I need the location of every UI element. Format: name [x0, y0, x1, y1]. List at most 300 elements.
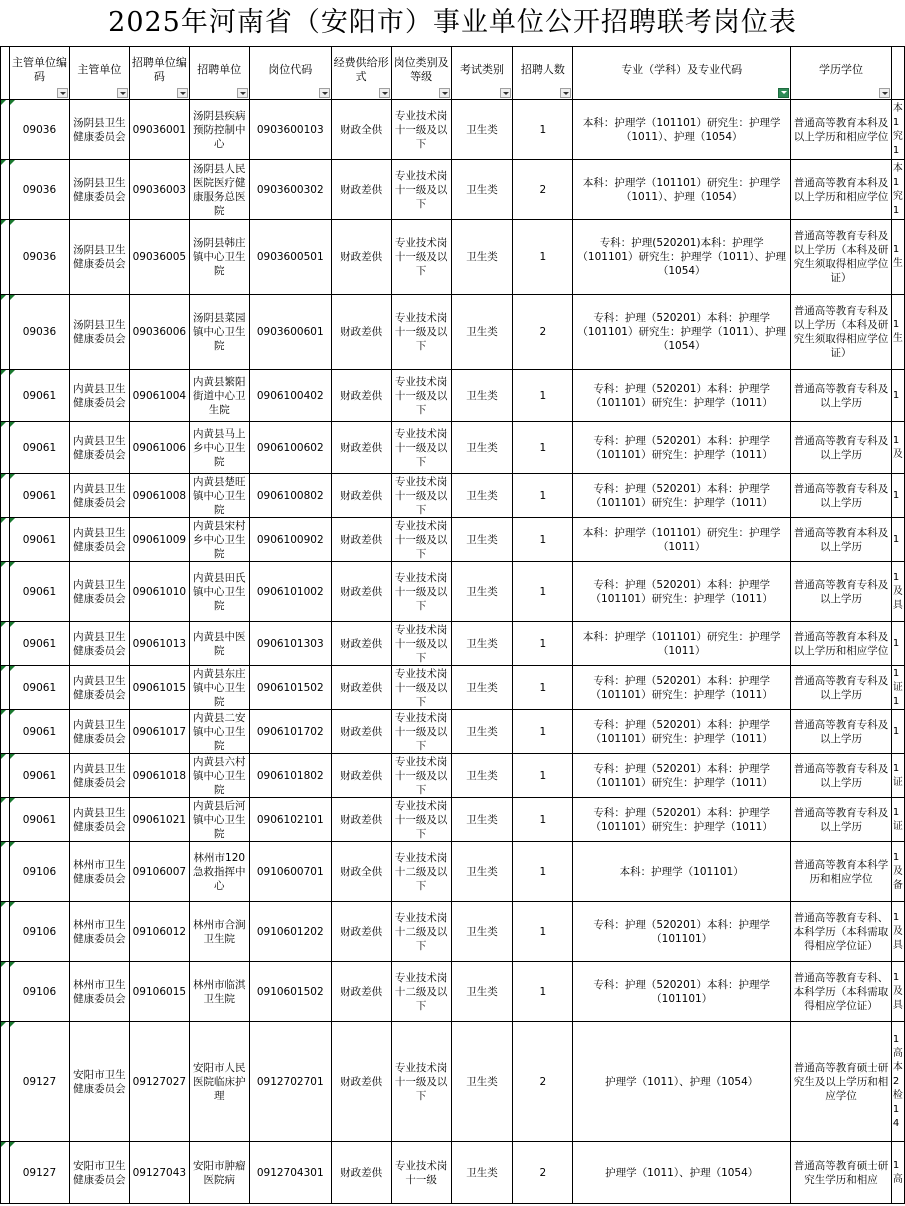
cell-dept-code[interactable]: 09061 [9, 798, 69, 842]
cell-funding[interactable]: 财政差供 [331, 295, 391, 370]
cell-post-code[interactable]: 0903600501 [249, 220, 331, 295]
column-header-label [2, 70, 8, 76]
cell-major[interactable]: 专科：护理（520201）本科：护理学（101101） [573, 902, 791, 962]
cell-post-code[interactable]: 0910600701 [249, 842, 331, 902]
cell-post-type[interactable]: 专业技术岗十一级及以下 [391, 562, 451, 622]
cell-unit[interactable]: 内黄县马上乡中心卫生院 [189, 422, 249, 474]
cell-major[interactable]: 专科：护理（520201）本科：护理学（101101）研究生：护理学（1011）、护理（1054） [573, 295, 791, 370]
cell-edu[interactable]: 普通高等教育硕士研究生学历和相应 [791, 1142, 892, 1204]
cell-post-code[interactable]: 0912704301 [249, 1142, 331, 1204]
cell-post-type[interactable]: 专业技术岗十一级及以下 [391, 295, 451, 370]
cell-exam[interactable]: 卫生类 [451, 710, 513, 754]
column-header-label: 招聘人数 [520, 63, 565, 76]
cell-edge-left[interactable] [1, 220, 10, 295]
cell-count[interactable]: 1 [513, 902, 573, 962]
cell-unit-code[interactable]: 09061015 [129, 666, 189, 710]
cell-unit[interactable]: 林州市合涧卫生院 [189, 902, 249, 962]
cell-funding[interactable]: 财政差供 [331, 754, 391, 798]
cell-unit[interactable]: 林州市120急救指挥中心 [189, 842, 249, 902]
column-header-label: 考试类别 [459, 63, 504, 76]
cell-unit-code[interactable]: 09061013 [129, 622, 189, 666]
cell-exam[interactable]: 卫生类 [451, 160, 513, 220]
cell-dept[interactable]: 内黄县卫生健康委员会 [69, 474, 129, 518]
cell-major[interactable]: 护理学（1011）、护理（1054） [573, 1022, 791, 1142]
post-table-container [0, 46, 905, 1204]
cell-post-type[interactable]: 专业技术岗十一级及以下 [391, 666, 451, 710]
table-row [1, 295, 905, 370]
cell-exam[interactable]: 卫生类 [451, 518, 513, 562]
cell-edge-right[interactable]: 1 证 [891, 754, 904, 798]
cell-unit-code[interactable]: 09061010 [129, 562, 189, 622]
cell-edge-right[interactable]: 本 1 究 1 [891, 100, 904, 160]
cell-major[interactable]: 专科：护理（520201）本科：护理学（101101）研究生：护理学（1011） [573, 798, 791, 842]
cell-count[interactable]: 1 [513, 798, 573, 842]
cell-unit[interactable]: 汤阴县菜园镇中心卫生院 [189, 295, 249, 370]
cell-unit[interactable]: 汤阴县人民医院医疗健康服务总医院 [189, 160, 249, 220]
cell-major[interactable]: 本科：护理学（101101）研究生：护理学（1011）、护理（1054） [573, 160, 791, 220]
cell-edge-left[interactable] [1, 798, 10, 842]
cell-edu[interactable]: 普通高等教育本科及以上学历和相应学位 [791, 160, 892, 220]
column-header-count [513, 47, 573, 100]
cell-unit-code[interactable]: 09061004 [129, 370, 189, 422]
cell-dept[interactable]: 内黄县卫生健康委员会 [69, 798, 129, 842]
cell-dept-code[interactable]: 09061 [9, 370, 69, 422]
cell-funding[interactable]: 财政差供 [331, 666, 391, 710]
cell-funding[interactable]: 财政差供 [331, 422, 391, 474]
cell-post-type[interactable]: 专业技术岗十一级及以下 [391, 100, 451, 160]
cell-dept-code[interactable]: 09061 [9, 754, 69, 798]
cell-funding[interactable]: 财政差供 [331, 370, 391, 422]
table-body [1, 100, 905, 1204]
cell-dept[interactable]: 内黄县卫生健康委员会 [69, 422, 129, 474]
cell-funding[interactable]: 财政差供 [331, 160, 391, 220]
filter-active-icon[interactable] [778, 88, 789, 98]
cell-edge-left[interactable] [1, 1142, 10, 1204]
cell-unit-code[interactable]: 09061017 [129, 710, 189, 754]
cell-unit[interactable]: 内黄县后河镇中心卫生院 [189, 798, 249, 842]
cell-unit-code[interactable]: 09061008 [129, 474, 189, 518]
cell-edge-right[interactable]: 1 生 [891, 295, 904, 370]
cell-count[interactable]: 1 [513, 962, 573, 1022]
cell-edge-left[interactable] [1, 422, 10, 474]
cell-exam[interactable]: 卫生类 [451, 1142, 513, 1204]
column-header-label: 主管单位 [77, 63, 122, 76]
cell-funding[interactable]: 财政全供 [331, 842, 391, 902]
cell-funding[interactable]: 财政差供 [331, 562, 391, 622]
cell-major[interactable]: 专科：护理(520201)本科：护理学（101101）研究生：护理学（1011）、护理（1054） [573, 220, 791, 295]
cell-post-type[interactable]: 专业技术岗十一级 [391, 1142, 451, 1204]
cell-dept-code[interactable]: 09106 [9, 962, 69, 1022]
cell-edge-right[interactable]: 1 高 本 2 检 1 4 [891, 1022, 904, 1142]
cell-dept-code[interactable]: 09106 [9, 902, 69, 962]
cell-post-type[interactable]: 专业技术岗十一级及以下 [391, 1022, 451, 1142]
cell-exam[interactable]: 卫生类 [451, 902, 513, 962]
table-row [1, 422, 905, 474]
cell-post-type[interactable]: 专业技术岗十一级及以下 [391, 220, 451, 295]
column-header-label: 招聘单位 [197, 63, 242, 76]
cell-unit-code[interactable]: 09036006 [129, 295, 189, 370]
cell-edu[interactable]: 普通高等教育专科及以上学历 [791, 798, 892, 842]
cell-post-type[interactable]: 专业技术岗十二级及以下 [391, 962, 451, 1022]
cell-unit[interactable]: 内黄县田氏镇中心卫生院 [189, 562, 249, 622]
cell-funding[interactable]: 财政差供 [331, 1022, 391, 1142]
cell-dept[interactable]: 内黄县卫生健康委员会 [69, 562, 129, 622]
cell-unit-code[interactable]: 09036003 [129, 160, 189, 220]
cell-unit-code[interactable]: 09061006 [129, 422, 189, 474]
cell-edge-left[interactable] [1, 754, 10, 798]
cell-funding[interactable]: 财政差供 [331, 220, 391, 295]
post-table [0, 46, 905, 1204]
cell-exam[interactable]: 卫生类 [451, 1022, 513, 1142]
column-header-exam [451, 47, 513, 100]
cell-dept-code[interactable]: 09061 [9, 474, 69, 518]
cell-post-type[interactable]: 专业技术岗十一级及以下 [391, 474, 451, 518]
filter-dropdown-icon[interactable] [500, 88, 511, 98]
cell-edge-left[interactable] [1, 902, 10, 962]
cell-unit-code[interactable]: 09061021 [129, 798, 189, 842]
cell-major[interactable]: 本科：护理学（101101）研究生：护理学（1011） [573, 622, 791, 666]
cell-post-code[interactable]: 0910601502 [249, 962, 331, 1022]
cell-post-type[interactable]: 专业技术岗十一级及以下 [391, 370, 451, 422]
filter-dropdown-icon[interactable] [57, 88, 68, 98]
cell-unit-code[interactable]: 09127043 [129, 1142, 189, 1204]
cell-count[interactable]: 1 [513, 562, 573, 622]
table-row [1, 710, 905, 754]
cell-edge-left[interactable] [1, 666, 10, 710]
cell-major[interactable]: 专科：护理（520201）本科：护理学（101101）研究生：护理学（1011） [573, 710, 791, 754]
cell-edu[interactable]: 普通高等教育专科及以上学历 [791, 666, 892, 710]
cell-post-type[interactable]: 专业技术岗十一级及以下 [391, 160, 451, 220]
cell-unit[interactable]: 内黄县宋村乡中心卫生院 [189, 518, 249, 562]
cell-exam[interactable]: 卫生类 [451, 622, 513, 666]
cell-exam[interactable]: 卫生类 [451, 422, 513, 474]
cell-post-code[interactable]: 0906101502 [249, 666, 331, 710]
cell-dept-code[interactable]: 09061 [9, 666, 69, 710]
page-title: 2025年河南省（安阳市）事业单位公开招聘联考岗位表 [108, 7, 797, 38]
table-row [1, 798, 905, 842]
cell-edge-right[interactable]: 1 [891, 622, 904, 666]
cell-funding[interactable]: 财政差供 [331, 1142, 391, 1204]
cell-count[interactable]: 2 [513, 1142, 573, 1204]
cell-edge-right[interactable]: 1 [891, 710, 904, 754]
cell-post-code[interactable]: 0906101002 [249, 562, 331, 622]
cell-edge-right[interactable]: 1 及 [891, 422, 904, 474]
cell-dept[interactable]: 内黄县卫生健康委员会 [69, 666, 129, 710]
cell-post-code[interactable]: 0906101303 [249, 622, 331, 666]
cell-edge-right[interactable]: 1 生 [891, 220, 904, 295]
column-header-dept [69, 47, 129, 100]
cell-count[interactable]: 1 [513, 518, 573, 562]
cell-edu[interactable]: 普通高等教育专科及以上学历 [791, 562, 892, 622]
cell-funding[interactable]: 财政差供 [331, 710, 391, 754]
column-header-dept-code [9, 47, 69, 100]
cell-exam[interactable]: 卫生类 [451, 220, 513, 295]
cell-exam[interactable]: 卫生类 [451, 295, 513, 370]
cell-post-code[interactable]: 0906100402 [249, 370, 331, 422]
cell-unit[interactable]: 内黄县二安镇中心卫生院 [189, 710, 249, 754]
table-row [1, 518, 905, 562]
table-row [1, 562, 905, 622]
cell-count[interactable]: 2 [513, 160, 573, 220]
column-header-major [573, 47, 791, 100]
cell-edge-left[interactable] [1, 1022, 10, 1142]
column-header-unit [189, 47, 249, 100]
cell-exam[interactable]: 卫生类 [451, 100, 513, 160]
column-header-label: 岗位代码 [268, 63, 313, 76]
cell-dept-code[interactable]: 09106 [9, 842, 69, 902]
cell-dept-code[interactable]: 09036 [9, 295, 69, 370]
cell-dept-code[interactable]: 09036 [9, 100, 69, 160]
cell-post-code[interactable]: 0906100602 [249, 422, 331, 474]
column-header-edge-right [891, 47, 904, 100]
cell-edge-right[interactable]: 1 [891, 474, 904, 518]
cell-dept[interactable]: 林州市卫生健康委员会 [69, 902, 129, 962]
cell-unit-code[interactable]: 09106015 [129, 962, 189, 1022]
cell-dept[interactable]: 林州市卫生健康委员会 [69, 962, 129, 1022]
cell-post-code[interactable]: 0906101702 [249, 710, 331, 754]
cell-count[interactable]: 2 [513, 295, 573, 370]
table-row [1, 754, 905, 798]
cell-edge-right[interactable]: 1 高 [891, 1142, 904, 1204]
cell-dept[interactable]: 内黄县卫生健康委员会 [69, 370, 129, 422]
cell-count[interactable]: 1 [513, 710, 573, 754]
cell-exam[interactable]: 卫生类 [451, 666, 513, 710]
cell-unit[interactable]: 汤阴县韩庄镇中心卫生院 [189, 220, 249, 295]
cell-dept[interactable]: 汤阴县卫生健康委员会 [69, 100, 129, 160]
table-row [1, 370, 905, 422]
cell-unit-code[interactable]: 09061018 [129, 754, 189, 798]
cell-count[interactable]: 1 [513, 422, 573, 474]
filter-dropdown-icon[interactable] [879, 88, 890, 98]
cell-edu[interactable]: 普通高等教育专科及以上学历 [791, 370, 892, 422]
cell-edge-left[interactable] [1, 295, 10, 370]
cell-edu[interactable]: 普通高等教育专科、本科学历（本科需取得相应学位证） [791, 962, 892, 1022]
cell-unit[interactable]: 安阳市肿瘤医院病 [189, 1142, 249, 1204]
cell-edu[interactable]: 普通高等教育本科及以上学历和相应学位 [791, 622, 892, 666]
table-row [1, 962, 905, 1022]
column-header-post-type [391, 47, 451, 100]
cell-funding[interactable]: 财政差供 [331, 962, 391, 1022]
cell-post-code[interactable]: 0910601202 [249, 902, 331, 962]
cell-count[interactable]: 2 [513, 1022, 573, 1142]
cell-unit[interactable]: 林州市临淇卫生院 [189, 962, 249, 1022]
cell-count[interactable]: 1 [513, 220, 573, 295]
cell-edu[interactable]: 普通高等教育专科及以上学历（本科及研究生须取得相应学位证） [791, 220, 892, 295]
cell-edu[interactable]: 普通高等教育专科、本科学历（本科需取得相应学位证） [791, 902, 892, 962]
cell-dept-code[interactable]: 09127 [9, 1142, 69, 1204]
table-row [1, 622, 905, 666]
cell-edge-right[interactable]: 1 及 具 [891, 902, 904, 962]
cell-edge-right[interactable]: 1 及 具 [891, 962, 904, 1022]
cell-funding[interactable]: 财政全供 [331, 100, 391, 160]
cell-dept[interactable]: 内黄县卫生健康委员会 [69, 518, 129, 562]
cell-edu[interactable]: 普通高等教育本科学历和相应学位 [791, 842, 892, 902]
cell-edge-left[interactable] [1, 962, 10, 1022]
cell-unit[interactable]: 安阳市人民医院临床护理 [189, 1022, 249, 1142]
cell-major[interactable]: 本科：护理学（101101）研究生：护理学（1011）、护理（1054） [573, 100, 791, 160]
cell-post-type[interactable]: 专业技术岗十一级及以下 [391, 518, 451, 562]
header-row [1, 47, 905, 100]
cell-unit[interactable]: 内黄县六村镇中心卫生院 [189, 754, 249, 798]
cell-post-type[interactable]: 专业技术岗十一级及以下 [391, 798, 451, 842]
cell-unit-code[interactable]: 09106007 [129, 842, 189, 902]
cell-edge-right[interactable]: 1 证 [891, 798, 904, 842]
cell-unit-code[interactable]: 09127027 [129, 1022, 189, 1142]
cell-dept[interactable]: 汤阴县卫生健康委员会 [69, 160, 129, 220]
cell-post-code[interactable]: 0903600103 [249, 100, 331, 160]
filter-dropdown-icon[interactable] [439, 88, 450, 98]
cell-post-type[interactable]: 专业技术岗十一级及以下 [391, 622, 451, 666]
cell-post-code[interactable]: 0906101802 [249, 754, 331, 798]
table-row [1, 842, 905, 902]
cell-exam[interactable]: 卫生类 [451, 754, 513, 798]
table-row [1, 902, 905, 962]
cell-edu[interactable]: 普通高等教育专科及以上学历（本科及研究生须取得相应学位证） [791, 295, 892, 370]
table-row [1, 474, 905, 518]
cell-unit-code[interactable]: 09061009 [129, 518, 189, 562]
cell-post-code[interactable]: 0912702701 [249, 1022, 331, 1142]
cell-count[interactable]: 1 [513, 474, 573, 518]
cell-major[interactable]: 本科：护理学（101101） [573, 842, 791, 902]
cell-dept[interactable]: 安阳市卫生健康委员会 [69, 1142, 129, 1204]
cell-funding[interactable]: 财政差供 [331, 474, 391, 518]
cell-post-type[interactable]: 专业技术岗十二级及以下 [391, 842, 451, 902]
cell-exam[interactable]: 卫生类 [451, 962, 513, 1022]
cell-dept[interactable]: 林州市卫生健康委员会 [69, 842, 129, 902]
filter-dropdown-icon[interactable] [117, 88, 128, 98]
cell-count[interactable]: 1 [513, 842, 573, 902]
column-header-label: 学历学位 [818, 63, 863, 76]
filter-dropdown-icon[interactable] [237, 88, 248, 98]
filter-dropdown-icon[interactable] [560, 88, 571, 98]
cell-funding[interactable]: 财政差供 [331, 622, 391, 666]
cell-edge-left[interactable] [1, 518, 10, 562]
cell-exam[interactable]: 卫生类 [451, 798, 513, 842]
cell-count[interactable]: 1 [513, 754, 573, 798]
cell-dept[interactable]: 内黄县卫生健康委员会 [69, 710, 129, 754]
cell-major[interactable]: 专科：护理（520201）本科：护理学（101101）研究生：护理学（1011） [573, 754, 791, 798]
cell-dept[interactable]: 内黄县卫生健康委员会 [69, 622, 129, 666]
cell-edge-right[interactable]: 1 证 1 [891, 666, 904, 710]
filter-dropdown-icon[interactable] [379, 88, 390, 98]
cell-edge-left[interactable] [1, 622, 10, 666]
cell-exam[interactable]: 卫生类 [451, 474, 513, 518]
cell-exam[interactable]: 卫生类 [451, 370, 513, 422]
cell-unit[interactable]: 内黄县繁阳街道中心卫生院 [189, 370, 249, 422]
table-row [1, 666, 905, 710]
cell-edge-right[interactable]: 1 [891, 370, 904, 422]
cell-dept-code[interactable]: 09061 [9, 710, 69, 754]
cell-edge-left[interactable] [1, 842, 10, 902]
cell-edge-left[interactable] [1, 474, 10, 518]
cell-count[interactable]: 1 [513, 100, 573, 160]
cell-edge-left[interactable] [1, 562, 10, 622]
cell-unit[interactable]: 内黄县东庄镇中心卫生院 [189, 666, 249, 710]
cell-post-type[interactable]: 专业技术岗十二级及以下 [391, 902, 451, 962]
cell-unit-code[interactable]: 09036001 [129, 100, 189, 160]
cell-post-type[interactable]: 专业技术岗十一级及以下 [391, 422, 451, 474]
cell-edu[interactable]: 普通高等教育专科及以上学历 [791, 754, 892, 798]
cell-post-type[interactable]: 专业技术岗十一级及以下 [391, 710, 451, 754]
table-row [1, 220, 905, 295]
cell-count[interactable]: 1 [513, 622, 573, 666]
cell-major[interactable]: 专科：护理（520201）本科：护理学（101101）研究生：护理学（1011） [573, 666, 791, 710]
column-header-label: 经费供给形式 [333, 56, 389, 83]
cell-exam[interactable]: 卫生类 [451, 562, 513, 622]
cell-edu[interactable]: 普通高等教育专科及以上学历 [791, 710, 892, 754]
cell-edu[interactable]: 普通高等教育专科及以上学历 [791, 422, 892, 474]
cell-dept-code[interactable]: 09036 [9, 220, 69, 295]
cell-count[interactable]: 1 [513, 370, 573, 422]
cell-post-code[interactable]: 0906100902 [249, 518, 331, 562]
cell-funding[interactable]: 财政差供 [331, 902, 391, 962]
column-header-post-code [249, 47, 331, 100]
cell-dept[interactable]: 汤阴县卫生健康委员会 [69, 295, 129, 370]
cell-count[interactable]: 1 [513, 666, 573, 710]
cell-dept-code[interactable]: 09036 [9, 160, 69, 220]
cell-unit[interactable]: 内黄县中医院 [189, 622, 249, 666]
cell-post-code[interactable]: 0903600302 [249, 160, 331, 220]
cell-edu[interactable]: 普通高等教育本科及以上学历 [791, 518, 892, 562]
cell-unit-code[interactable]: 09036005 [129, 220, 189, 295]
cell-major[interactable]: 本科：护理学（101101）研究生：护理学（1011） [573, 518, 791, 562]
cell-unit[interactable]: 汤阴县疾病预防控制中心 [189, 100, 249, 160]
cell-exam[interactable]: 卫生类 [451, 842, 513, 902]
cell-post-code[interactable]: 0903600601 [249, 295, 331, 370]
cell-dept[interactable]: 内黄县卫生健康委员会 [69, 754, 129, 798]
column-header-funding [331, 47, 391, 100]
cell-major[interactable]: 专科：护理（520201）本科：护理学（101101）研究生：护理学（1011） [573, 562, 791, 622]
cell-funding[interactable]: 财政差供 [331, 798, 391, 842]
cell-major[interactable]: 专科：护理（520201）本科：护理学（101101）研究生：护理学（1011） [573, 370, 791, 422]
cell-edu[interactable]: 普通高等教育专科及以上学历 [791, 474, 892, 518]
cell-dept[interactable]: 汤阴县卫生健康委员会 [69, 220, 129, 295]
cell-edge-left[interactable] [1, 370, 10, 422]
column-header-label: 主管单位编码 [11, 56, 67, 83]
cell-dept-code[interactable]: 09061 [9, 518, 69, 562]
cell-major[interactable]: 专科：护理（520201）本科：护理学（101101）研究生：护理学（1011） [573, 474, 791, 518]
cell-dept-code[interactable]: 09061 [9, 622, 69, 666]
cell-unit-code[interactable]: 09106012 [129, 902, 189, 962]
cell-edu[interactable]: 普通高等教育本科及以上学历和相应学位 [791, 100, 892, 160]
cell-edge-right[interactable]: 本 1 究 1 [891, 160, 904, 220]
cell-edge-left[interactable] [1, 160, 10, 220]
cell-post-code[interactable]: 0906100802 [249, 474, 331, 518]
column-header-edge-left [1, 47, 10, 100]
filter-dropdown-icon[interactable] [177, 88, 188, 98]
cell-edge-right[interactable]: 1 [891, 518, 904, 562]
cell-edge-left[interactable] [1, 710, 10, 754]
table-row [1, 100, 905, 160]
cell-funding[interactable]: 财政差供 [331, 518, 391, 562]
cell-post-code[interactable]: 0906102101 [249, 798, 331, 842]
table-row [1, 1142, 905, 1204]
cell-dept-code[interactable]: 09061 [9, 422, 69, 474]
cell-dept[interactable]: 安阳市卫生健康委员会 [69, 1022, 129, 1142]
cell-major[interactable]: 专科：护理（520201）本科：护理学（101101）研究生：护理学（1011） [573, 422, 791, 474]
filter-dropdown-icon[interactable] [319, 88, 330, 98]
cell-edge-right[interactable]: 1 及 具 [891, 562, 904, 622]
cell-major[interactable]: 护理学（1011）、护理（1054） [573, 1142, 791, 1204]
cell-edu[interactable]: 普通高等教育硕士研究生及以上学历和相应学位 [791, 1022, 892, 1142]
cell-edge-left[interactable] [1, 100, 10, 160]
cell-post-type[interactable]: 专业技术岗十一级及以下 [391, 754, 451, 798]
cell-dept-code[interactable]: 09061 [9, 562, 69, 622]
cell-unit[interactable]: 内黄县楚旺镇中心卫生院 [189, 474, 249, 518]
cell-major[interactable]: 专科：护理（520201）本科：护理学（101101） [573, 962, 791, 1022]
cell-edge-right[interactable]: 1 及 备 [891, 842, 904, 902]
cell-dept-code[interactable]: 09127 [9, 1022, 69, 1142]
